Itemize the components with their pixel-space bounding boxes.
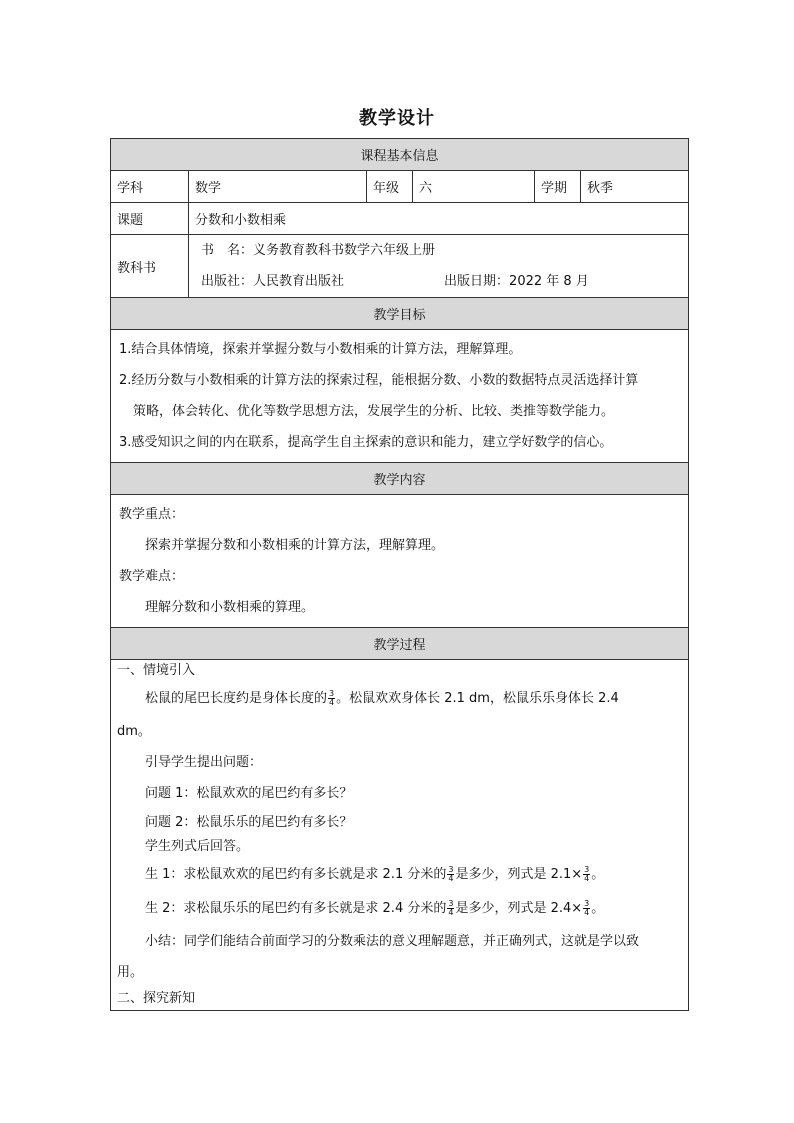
publisher-value: 人民教育出版社 xyxy=(253,274,345,289)
topic-value: 分数和小数相乘 xyxy=(189,203,689,235)
info-row-subject xyxy=(111,171,689,203)
summary-text: 小结：同学们能结合前面学习的分数乘法的意义理解题意，并正确列式，这就是学以致 xyxy=(145,934,640,949)
section-content-title: 教学内容 xyxy=(111,463,689,495)
part2-heading: 二、探究新知 xyxy=(117,991,196,1006)
section-header-process xyxy=(111,628,689,660)
book-name-line xyxy=(195,235,682,266)
fraction-three-quarters: $\frac{3}{4}$ xyxy=(448,865,454,883)
lesson-plan-table xyxy=(110,138,689,1011)
key-point-text: 探索并掌握分数和小数相乘的计算方法，理解算理。 xyxy=(145,538,445,553)
process-row xyxy=(111,660,689,1011)
document-title: 教学设计 xyxy=(359,108,435,129)
fraction-three-quarters: $\frac{3}{4}$ xyxy=(329,689,335,707)
section-basic-title: 课程基本信息 xyxy=(111,139,689,171)
scenario-tail: dm。 xyxy=(117,724,151,739)
fraction-three-quarters: $\frac{3}{4}$ xyxy=(584,899,590,917)
info-row-topic xyxy=(111,203,689,235)
question-2: 问题 2：松鼠乐乐的尾巴约有多长？ xyxy=(145,815,353,830)
grade-label: 年级 xyxy=(367,171,413,203)
fraction-three-quarters: $\frac{3}{4}$ xyxy=(584,865,590,883)
content-row xyxy=(111,495,689,628)
section-header-goals xyxy=(111,298,689,330)
subject-value: 数学 xyxy=(189,171,367,203)
goals-block xyxy=(111,330,689,463)
term-value: 秋季 xyxy=(581,171,689,203)
goal-item: 1.结合具体情境，探索并掌握分数与小数相乘的计算方法，理解算理。 xyxy=(119,342,522,357)
goals-row xyxy=(111,330,689,463)
subject-label: 学科 xyxy=(111,171,189,203)
section-goals-title: 教学目标 xyxy=(111,298,689,330)
section-header-basic xyxy=(111,139,689,171)
section-header-content xyxy=(111,463,689,495)
goal-item: 2.经历分数与小数相乘的计算方法的探索过程，能根据分数、小数的数据特点灵活选择计算 xyxy=(119,373,639,388)
publisher-line xyxy=(195,266,682,297)
content-block xyxy=(111,495,689,628)
grade-value: 六 xyxy=(413,171,535,203)
process-block xyxy=(111,660,689,1011)
key-point-label: 教学重点： xyxy=(119,507,185,522)
book-name-label: 书 名： xyxy=(201,243,254,258)
answer-prompt: 学生列式后回答。 xyxy=(145,839,250,854)
topic-label: 课题 xyxy=(111,203,189,235)
textbook-label: 教科书 xyxy=(111,235,189,298)
term-label: 学期 xyxy=(535,171,581,203)
goal-item: 3.感受知识之间的内在联系，提高学生自主探索的意识和能力，建立学好数学的信心。 xyxy=(119,435,613,450)
part1-heading: 一、情境引入 xyxy=(117,663,196,678)
difficult-point-text: 理解分数和小数相乘的算理。 xyxy=(145,600,315,615)
info-row-textbook xyxy=(111,235,689,298)
pubdate-value: 2022 年 8 月 xyxy=(509,274,589,289)
goal-item-continued: 策略，体会转化、优化等数学思想方法，发展学生的分析、比较、类推等数学能力。 xyxy=(133,404,615,419)
scenario-text: 松鼠的尾巴长度约是身体长度的 $\frac{3}{4}$ 。松鼠欢欢身体长 2.1 dm，松鼠乐乐身体长 2.4 xyxy=(145,689,619,707)
difficult-point-label: 教学难点： xyxy=(119,569,185,584)
student-1-answer: 生 1：求松鼠欢欢的尾巴约有多长就是求 2.1 分米的 $\frac{3}{4}$ 是多少，列式是 2.1× $\frac{3}{4}$ 。 xyxy=(145,865,605,883)
student-2-answer: 生 2：求松鼠乐乐的尾巴约有多长就是求 2.4 分米的 $\frac{3}{4}$ 是多少，列式是 2.4× $\frac{3}{4}$ 。 xyxy=(145,899,605,917)
publisher-label: 出版社： xyxy=(201,274,254,289)
fraction-three-quarters: $\frac{3}{4}$ xyxy=(448,899,454,917)
question-1: 问题 1：松鼠欢欢的尾巴约有多长？ xyxy=(145,786,353,801)
pubdate-label: 出版日期： xyxy=(444,274,510,289)
book-name-value: 义务教育教科书数学六年级上册 xyxy=(253,243,436,258)
section-process-title: 教学过程 xyxy=(111,628,689,660)
summary-tail: 用。 xyxy=(117,965,144,980)
guide-text: 引导学生提出问题： xyxy=(145,755,263,770)
textbook-details xyxy=(189,235,689,298)
